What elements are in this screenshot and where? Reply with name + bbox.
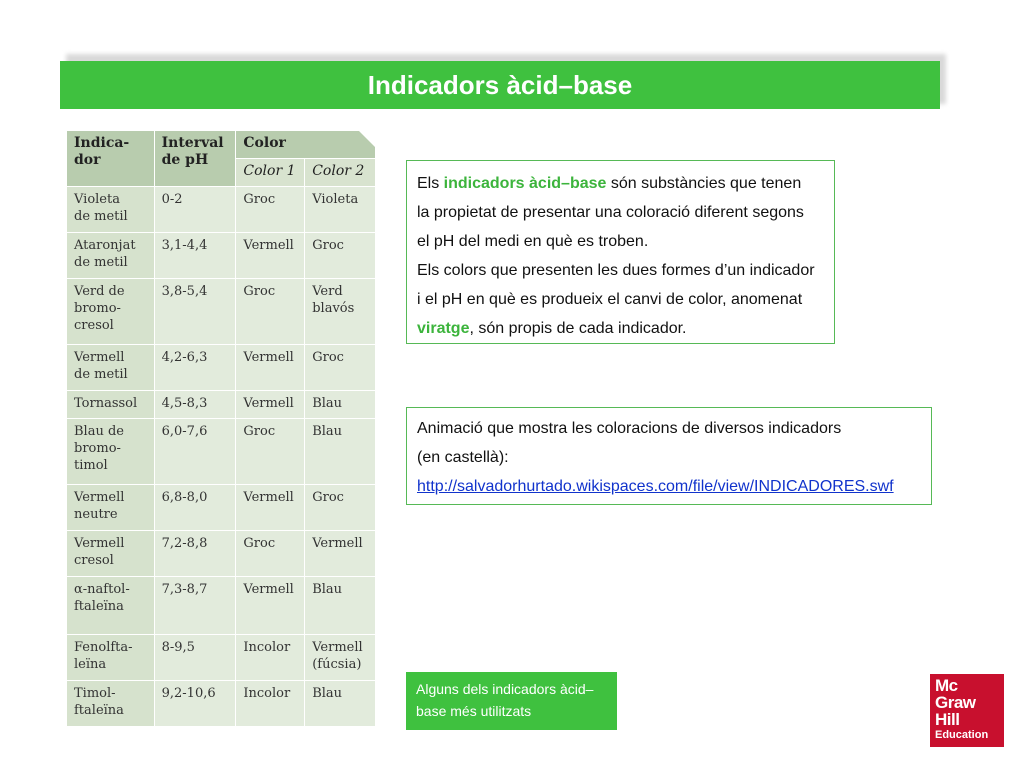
table-row [67, 531, 376, 577]
cell-indicator: Verd de bromo- cresol [67, 279, 155, 345]
cell-color2: Blau [305, 681, 376, 727]
definition-line [417, 285, 824, 314]
cell-indicator: Vermell cresol [67, 531, 155, 577]
definition-line [417, 314, 824, 343]
definition-text: el pH del medi en què es troben. [417, 233, 649, 250]
cell-color2: Groc [305, 485, 376, 531]
highlight-term: viratge [417, 320, 470, 337]
cell-color2: Groc [305, 233, 376, 279]
cell-interval: 0-2 [154, 187, 236, 233]
definition-line [417, 227, 824, 256]
cell-color1: Groc [236, 279, 305, 345]
cell-interval: 4,2-6,3 [154, 345, 236, 391]
cell-indicator: Fenolfta- leïna [67, 635, 155, 681]
definition-text: la propietat de presentar una coloració diferent segons [417, 204, 804, 221]
table-row [67, 681, 376, 727]
cell-color1: Vermell [236, 577, 305, 635]
slide-title: Indicadors àcid–base [367, 69, 633, 100]
table-row [67, 485, 376, 531]
table-body [67, 187, 376, 727]
cell-indicator: Blau de bromo- timol [67, 419, 155, 485]
cell-color2: Vermell (fúcsia) [305, 635, 376, 681]
table-row [67, 577, 376, 635]
cell-interval: 9,2-10,6 [154, 681, 236, 727]
cell-indicator: Tornassol [67, 391, 155, 419]
cell-indicator: Ataronjat de metil [67, 233, 155, 279]
indicators-table-container [66, 130, 376, 727]
cell-color1: Vermell [236, 391, 305, 419]
highlight-term: indicadors àcid–base [443, 175, 607, 192]
table-row [67, 635, 376, 681]
cell-color1: Groc [236, 419, 305, 485]
table-row [67, 187, 376, 233]
definition-text: , són propis de cada indicador. [469, 320, 687, 337]
cell-color2: Blau [305, 577, 376, 635]
definition-text: Els colors que presenten les dues formes d’un indicador [417, 262, 815, 279]
cell-interval: 7,3-8,7 [154, 577, 236, 635]
definition-text: Els [417, 175, 444, 192]
definition-box [406, 160, 835, 344]
cell-indicator: α-naftol- ftaleïna [67, 577, 155, 635]
animation-box [406, 407, 932, 505]
header-indicator: Indica- dor [67, 131, 155, 187]
cell-interval: 7,2-8,8 [154, 531, 236, 577]
cell-color1: Vermell [236, 233, 305, 279]
cell-interval: 8-9,5 [154, 635, 236, 681]
header-color: Color [236, 131, 376, 159]
cell-color2: Verd blavós [305, 279, 376, 345]
cell-color2: Blau [305, 391, 376, 419]
table-row [67, 391, 376, 419]
table-header-row [67, 131, 376, 159]
cell-interval: 3,8-5,4 [154, 279, 236, 345]
caption-text: Alguns dels indicadors àcid– base més utilitzats [416, 681, 594, 719]
header-color1: Color 1 [236, 159, 305, 187]
cell-color1: Incolor [236, 681, 305, 727]
cell-color2: Vermell [305, 531, 376, 577]
definition-text: són substàncies que tenen [606, 175, 802, 192]
table-row [67, 345, 376, 391]
definition-line [417, 256, 824, 285]
cell-color1: Vermell [236, 345, 305, 391]
cell-indicator: Timol- ftaleïna [67, 681, 155, 727]
header-interval: Interval de pH [154, 131, 236, 187]
header-color2: Color 2 [305, 159, 376, 187]
cell-interval: 3,1-4,4 [154, 233, 236, 279]
cell-indicator: Violeta de metil [67, 187, 155, 233]
title-bar [60, 61, 940, 109]
cell-indicator: Vermell neutre [67, 485, 155, 531]
table-row [67, 419, 376, 485]
table-caption [406, 672, 617, 730]
animation-text-line1: Animació que mostra les coloracions de diversos indicadors [417, 420, 842, 437]
cell-interval: 4,5-8,3 [154, 391, 236, 419]
table-row [67, 279, 376, 345]
cell-color1: Groc [236, 187, 305, 233]
mcgraw-hill-logo: Mc Graw Hill Education [930, 674, 1004, 747]
definition-text: i el pH en què es produeix el canvi de color, anomenat [417, 291, 803, 308]
cell-color2: Violeta [305, 187, 376, 233]
cell-color2: Groc [305, 345, 376, 391]
table-corner-cut [358, 130, 376, 148]
table-row [67, 233, 376, 279]
indicators-table [66, 130, 376, 727]
definition-line [417, 198, 824, 227]
cell-color1: Vermell [236, 485, 305, 531]
cell-interval: 6,0-7,6 [154, 419, 236, 485]
animation-link[interactable]: http://salvadorhurtado.wikispaces.com/file/view/INDICADORES.swf [417, 478, 894, 495]
animation-text-line2: (en castellà): [417, 449, 509, 466]
cell-color1: Groc [236, 531, 305, 577]
definition-line [417, 169, 824, 198]
cell-indicator: Vermell de metil [67, 345, 155, 391]
cell-color2: Blau [305, 419, 376, 485]
cell-color1: Incolor [236, 635, 305, 681]
cell-interval: 6,8-8,0 [154, 485, 236, 531]
